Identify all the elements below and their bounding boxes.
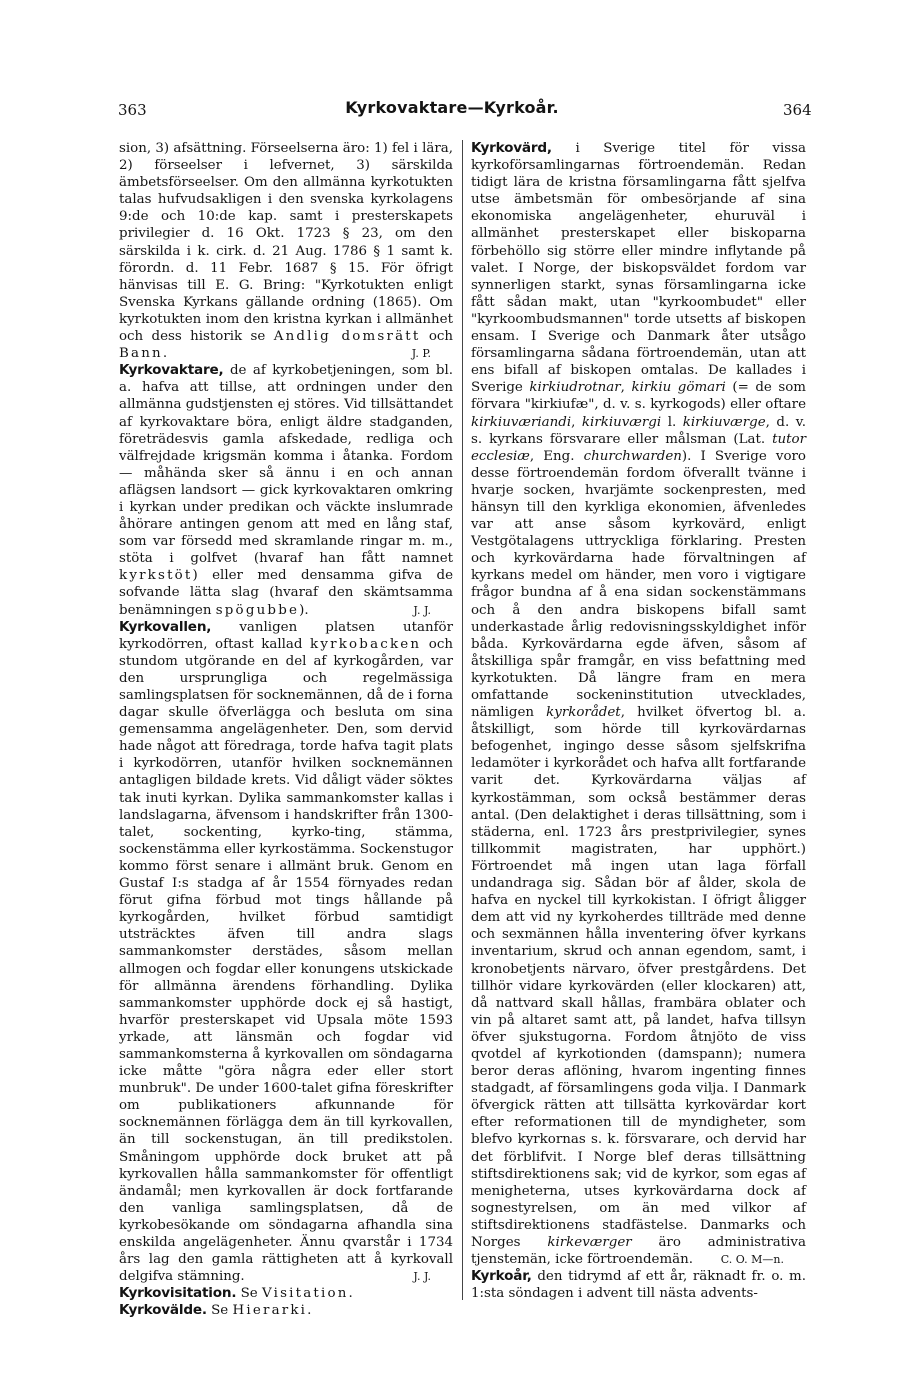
author-signature: J. J. xyxy=(413,1270,431,1284)
italic-term: tutor ecclesiæ xyxy=(471,431,806,464)
column-divider xyxy=(462,140,463,1300)
author-signature: J. P. xyxy=(411,347,431,361)
spaced-term: kyrkobacken xyxy=(310,636,422,652)
body-text: (= de som förvara "kirkiufæ", d. v. s. kyrkogods) eller oftare xyxy=(471,380,807,413)
see-label: Se xyxy=(211,1303,229,1319)
body-text: ). xyxy=(299,602,309,618)
spaced-term: spögubbe xyxy=(215,602,300,618)
author-signature: J. J. xyxy=(413,603,431,617)
body-text: ). I Sverige voro desse förtroendemän fordom öfverallt tvänne i hvarje socken, hvarjämte sockenpresten, med hänsyn till den kyrkliga ekonomien, äfvenledes var att anse såsom kyrkovärd, enligt Vestgötalagens uttryckliga förklaring. Presten och kyrkovärdarna hade förvaltningen af kyrkans medel om händer, men voro i vigtigare frågor bundna af å ena sidan sockenstämmans och å den andra biskopens bifall samt underkastade årlig redovisningsskyldighet inför båda. Kyrkovärdarna egde äfven, såsom af åtskilliga spår framgår, en viss befattning med kyrkotukten. Då längre fram en mera omfattande sockeninstitution utvecklades, nämligen xyxy=(471,448,806,721)
italic-term: churchwarden xyxy=(583,448,682,464)
running-head: Kyrkovaktare—Kyrkoår. xyxy=(345,98,559,117)
body-text: och xyxy=(428,329,453,345)
see-label: Se xyxy=(240,1286,258,1302)
body-text: , hvilket öfvertog bl. a. åtskilligt, som hörde till kyrkovärdarnas befogenhet, ingingo desse såsom sjelfskrifna ledamöter i kyrkorådet och hafva allt fortfarande varit det. Kyrkovärdarna väljas af kyrkostämman, som också bestämmer deras antal. (Den delaktighet i deras tillsättning, som i städerna, enl. 1723 års prestprivilegier, synes tillkommit magistraten, har upphört.) Förtroendet må ingen utan laga förfall undandraga sig. Sådan bör af ålder, skola de hafva en nyckel till kyrkokistan. I öfrigt åligger dem att vid ny kyrkoherdes tillträde med denne och sexmännen hålla inventering öfver kyrkans inventarium, skrud och annan egendom, samt, i kronobetjents närvaro, öfver prestgårdens. Det tillhör vidare kyrkovärden (eller klockaren) att, då nattvard skall hållas, frambära oblater och vin på altaret samt att, på landet, hafva tillsyn öfver sjukstugorna. Fordom åtnjöto de viss qvotdel af kyrkotionden (damspann); numera beror deras aflöning, hvarom ingenting finnes stadgadt, af församlingens goda vilja. I Danmark öfvergick rätten att tillsätta kyrkovärdar kort efter reformationen till de myndigheter, som blefvo kyrkornas s. k. försvarare, och dervid har det förblifvit. I Norge blef deras tillsättning stiftsdirektionens sak; vid de kyrkor, som egas af menigheterna, utses kyrkovärdarna dock af sognestyrelsen, om än med vilkor af stiftsdirektionens stadfästelse. Danmarks och Norges xyxy=(471,705,806,1250)
body-text: , Eng. xyxy=(529,448,575,464)
page-number-left: 363 xyxy=(118,101,147,119)
body-text: den tidrymd af ett år, räknadt fr. o. m. 1:sta söndagen i advent till nästa advents- xyxy=(471,1269,806,1302)
italic-term: kirkiuværiandi xyxy=(471,414,572,430)
article-continuation xyxy=(119,140,453,362)
body-text: l. xyxy=(667,414,677,430)
body-text: , xyxy=(620,380,625,396)
italic-term: kirkiu gömari xyxy=(631,380,726,396)
article-kyrkovard xyxy=(471,140,806,1268)
author-signature: C. O. M—n. xyxy=(720,1253,784,1267)
cross-reference: Bann. xyxy=(119,346,170,362)
article-kyrkovisitation xyxy=(119,1285,453,1302)
article-kyrkovalde xyxy=(119,1302,453,1319)
headword: Kyrkovisitation. xyxy=(119,1285,237,1302)
article-kyrkovaktare xyxy=(119,362,453,618)
body-text: ) eller med densamma gifva de sofvande lätta slag (hvaraf den skämtsamma benämningen xyxy=(119,568,453,618)
body-text: i Sverige titel för vissa kyrkoförsamlingarnas förtroendemän. Redan tidigt lära de kristna församlingarna fått sjelfva utse ämbetsmän för ombesörjande af sina ekonomiska angelägenheter, ehuruväl i allmänhet presterskapet eller biskoparna förbehöllo sig större eller mindre inflytande på valet. I Norge, der biskopsväldet fordom var synnerligen starkt, synas församlingarna icke fått sådan makt, utan "kyrkoombudet" eller "kyrkoombudsmannen" torde utsetts af biskopen ensam. I Sverige och Danmark åter utsågo församlingarna sådana förtroendemän, utan att ens bifall af biskopen omtalas. De kallades i Sverige xyxy=(471,141,806,396)
spaced-term: kyrkstöt xyxy=(119,568,193,584)
italic-term: kirkiuværgi xyxy=(581,414,662,430)
italic-term: kirkiuværge xyxy=(682,414,766,430)
cross-reference: Andlig domsrätt xyxy=(273,329,421,345)
right-column xyxy=(471,140,806,1302)
headword: Kyrkovärd, xyxy=(471,140,552,156)
headword: Kyrkovälde. xyxy=(119,1302,207,1319)
body-text: äro administrativa tjenstemän, icke förtroendemän. xyxy=(471,1235,806,1268)
body-text: vanligen platsen utanför kyrkodörren, oftast kallad xyxy=(119,619,454,652)
headword: Kyrkovallen, xyxy=(119,618,212,635)
headword: Kyrkovaktare, xyxy=(119,362,224,379)
article-kyrkoar xyxy=(471,1268,806,1302)
body-text: de af kyrkobetjeningen, som bl. a. hafva att tillse, att ordningen under den allmänna gudstjensten ej störes. Vid tillsättandet af kyrkovaktare böra, enligt äldre stadganden, företrädesvis gamla afskedade, redliga och välfrejdade krigsmän komma i åtanka. Fordom — måhända sker så ännu i en och annan aflägsen landsort — gick kyrkovaktaren omkring i kyrkan under predikan och väckte inslumrade åhörare antingen genom att med en lång staf, som var försedd med skramlande ringar m. m., stöta i golfvet (hvaraf han fått namnet xyxy=(119,363,453,567)
italic-term: kyrkorådet xyxy=(546,705,621,721)
headword: Kyrkoår, xyxy=(471,1268,532,1285)
italic-term: kirkeværger xyxy=(547,1235,632,1250)
left-column xyxy=(119,140,453,1319)
cross-reference: Hierarki. xyxy=(232,1303,314,1319)
article-kyrkovallen xyxy=(119,619,453,1286)
cross-reference: Visitation. xyxy=(261,1286,356,1302)
body-text: , d. v. s. kyrkans försvarare eller målsman (Lat. xyxy=(471,414,806,447)
body-text: sion, 3) afsättning. Förseelserna äro: 1) fel i lära, 2) förseelser i lefvernet, 3) särskilda ämbetsförseelser. Om den allmänna kyrkotukten talas hufvudsakligen i den svenska kyrkolagens 9:de och 10:de kap. samt i presterskapets privilegier d. 16 Okt. 1723 § 23, om den särskilda i k. cirk. d. 21 Aug. 1786 § 1 samt k. förordn. d. 11 Febr. 1687 § 15. För öfrigt hänvisas till E. G. Bring: "Kyrkotukten enligt Svenska Kyrkans gällande ordning (1865). Om kyrkotukten inom den kristna kyrkan i allmänhet och dess historik se xyxy=(119,141,453,345)
italic-term: kirkiudrotnar xyxy=(529,380,621,396)
body-text: och stundom utgörande en del af kyrkogården, var den ursprungliga och regelmässiga samlingsplatsen för socknemännen, då de i forna dagar skulle öfverlägga och besluta om sina gemensamma angelägenheter. Den, som dervid hade något att föredraga, torde hafva tagit plats i kyrkodörren, utanför hvilken socknemännen antagligen bildade krets. Vid dåligt väder söktes tak inuti kyrkan. Dylika sammankomster kallas i landslagarna, äfvensom i handskrifter från 1300-talet, sockenting, kyrko-ting, stämma, sockenstämma eller kyrkostämma. Sockenstugor kommo först senare i allmänt bruk. Genom en Gustaf I:s stadga af år 1554 förnyades redan förut gifna förbud mot tings hållande på kyrkogården, hvilket förbud samtidigt utsträcktes äfven till andra slags sammankomster derstädes, såsom mellan allmogen och fogdar eller konungens utskickade för allmänna ärendens förhandling. Dylika sammankomster upphörde dock ej så hastigt, hvarför presterskapet vid Upsala möte 1593 yrkade, att länsmän och fogdar vid sammankomsterna å kyrkovallen om söndagarna icke måtte "göra några eder eller stort munbruk". De under 1600-talet gifna föreskrifter om publikationers afkunnande för socknemännen förlägga dem än till kyrkovallen, än till sockenstugan, än till predikstolen. Småningom upphörde dock bruket att på kyrkovallen hålla sammankomster för offentligt ändamål; men kyrkovallen är dock fortfarande den vanliga samlingsplatsen, då de kyrkobesökande om söndagarna afhandla sina enskilda angelägenheter. Ännu qvarstår i 1734 års lag den gamla rättigheten att å kyrkovall delgifva stämning. xyxy=(119,636,453,1285)
page-number-right: 364 xyxy=(783,101,812,119)
body-text: , xyxy=(571,414,576,430)
